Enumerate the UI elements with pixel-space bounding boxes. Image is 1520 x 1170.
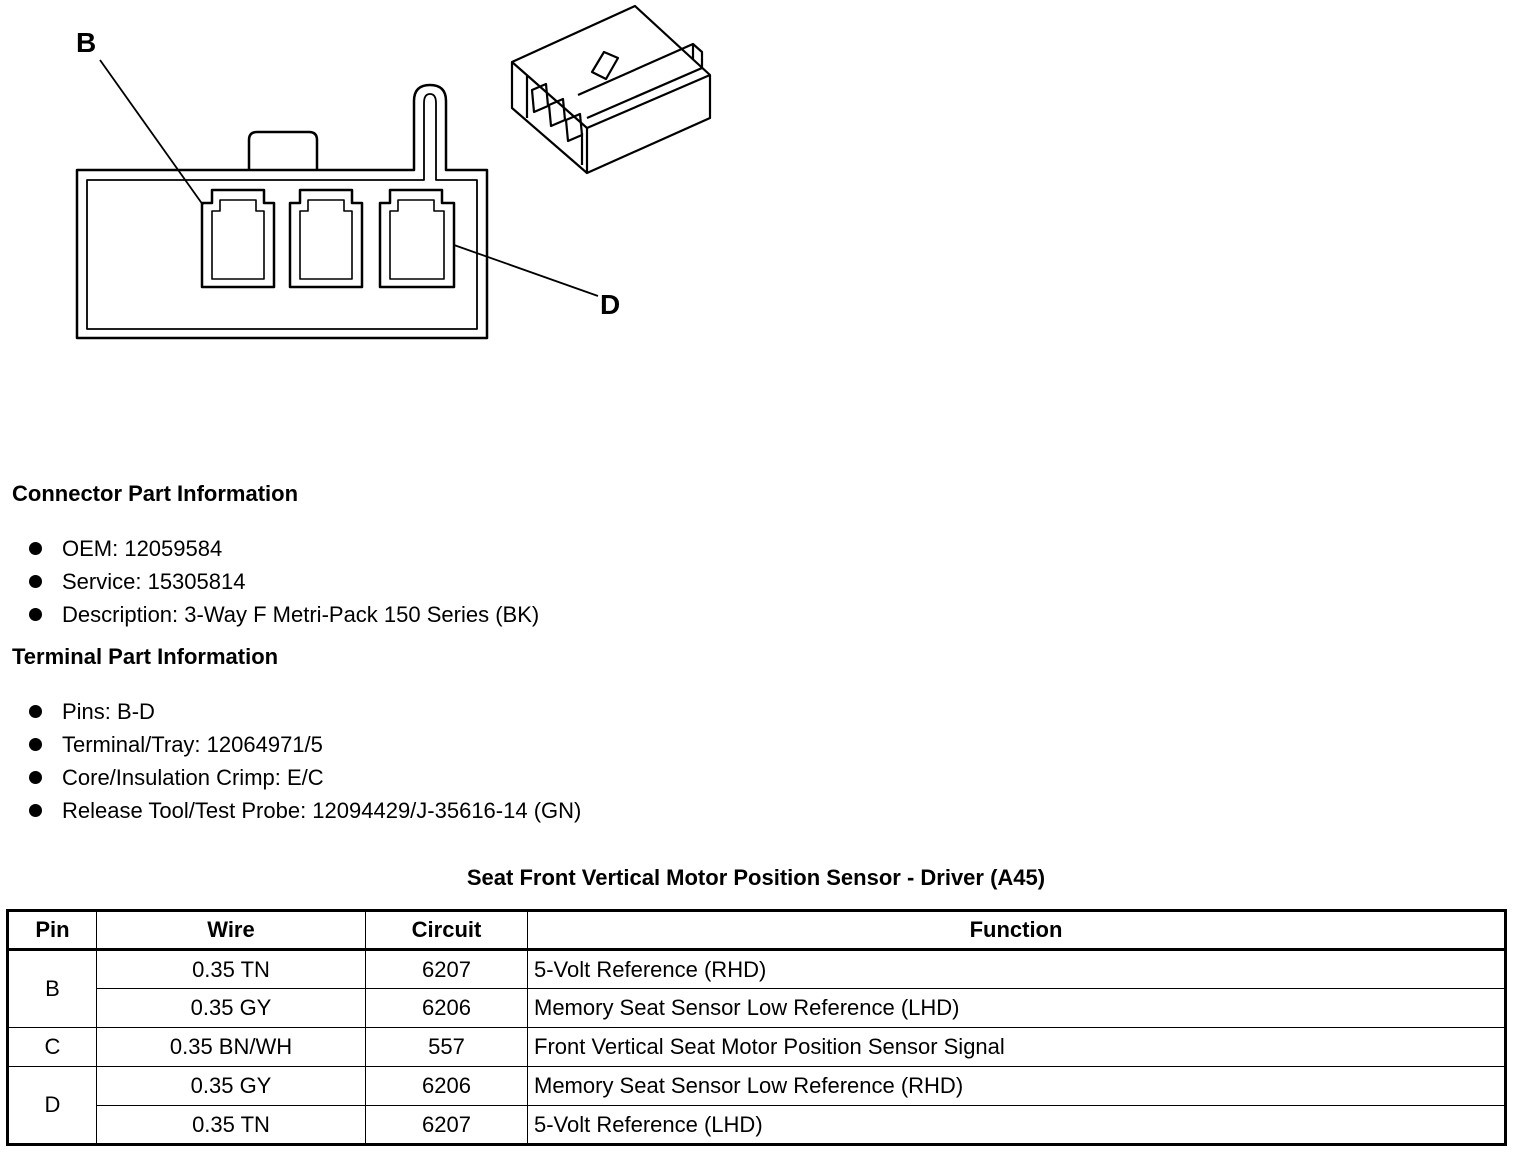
function-cell: Memory Seat Sensor Low Reference (LHD) [528,989,1506,1028]
pin-cell: B [8,950,97,1028]
bullet-icon [29,575,42,588]
table-row [8,950,1506,989]
column-header-pin: Pin [8,911,97,950]
pin-cell: D [8,1067,97,1145]
cavity-b [202,190,274,287]
list-item: Description: 3-Way F Metri-Pack 150 Series (BK) [28,598,539,631]
list-item: OEM: 12059584 [28,532,539,565]
table-row [8,1106,1506,1145]
leader-line-b [100,60,203,205]
list-item: Core/Insulation Crimp: E/C [28,761,581,794]
connector-3d-view [512,6,710,173]
column-header-function: Function [528,911,1506,950]
list-item: Terminal/Tray: 12064971/5 [28,728,581,761]
cavity-c [290,190,362,287]
lock-tab [249,132,317,170]
leader-line-d [454,245,598,296]
wire-cell: 0.35 GY [97,1067,366,1106]
wire-cell: 0.35 GY [97,989,366,1028]
wire-cell: 0.35 TN [97,950,366,989]
connector-info-heading: Connector Part Information [12,481,299,506]
function-cell: Front Vertical Seat Motor Position Sensor Signal [528,1028,1506,1067]
table-title: Seat Front Vertical Motor Position Sensor - Driver (A45) [466,865,1046,890]
wire-cell: 0.35 TN [97,1106,366,1145]
connector-info-list [28,532,539,631]
pinout-table [6,909,1507,1146]
wire-cell: 0.35 BN/WH [97,1028,366,1067]
bullet-icon [29,771,42,784]
connector-face-body [77,85,487,338]
table-row [8,989,1506,1028]
bullet-icon [29,804,42,817]
circuit-cell: 6207 [366,950,528,989]
table-row [8,1028,1506,1067]
list-item: Service: 15305814 [28,565,539,598]
circuit-cell: 6206 [366,989,528,1028]
connector-diagram [0,0,760,360]
table-row [8,1067,1506,1106]
terminal-info-list [28,695,581,827]
bullet-icon [29,705,42,718]
function-cell: 5-Volt Reference (LHD) [528,1106,1506,1145]
circuit-cell: 6206 [366,1067,528,1106]
table-header-row [8,911,1506,950]
circuit-cell: 6207 [366,1106,528,1145]
pin-label-b: B [76,27,97,58]
list-item: Pins: B-D [28,695,581,728]
cavity-d [380,190,454,287]
bullet-icon [29,738,42,751]
column-header-wire: Wire [97,911,366,950]
function-cell: Memory Seat Sensor Low Reference (RHD) [528,1067,1506,1106]
bullet-icon [29,608,42,621]
list-item: Release Tool/Test Probe: 12094429/J-35616-14 (GN) [28,794,581,827]
pin-cell: C [8,1028,97,1067]
circuit-cell: 557 [366,1028,528,1067]
column-header-circuit: Circuit [366,911,528,950]
terminal-info-heading: Terminal Part Information [12,644,279,669]
bullet-icon [29,542,42,555]
function-cell: 5-Volt Reference (RHD) [528,950,1506,989]
pin-label-d: D [600,289,621,320]
